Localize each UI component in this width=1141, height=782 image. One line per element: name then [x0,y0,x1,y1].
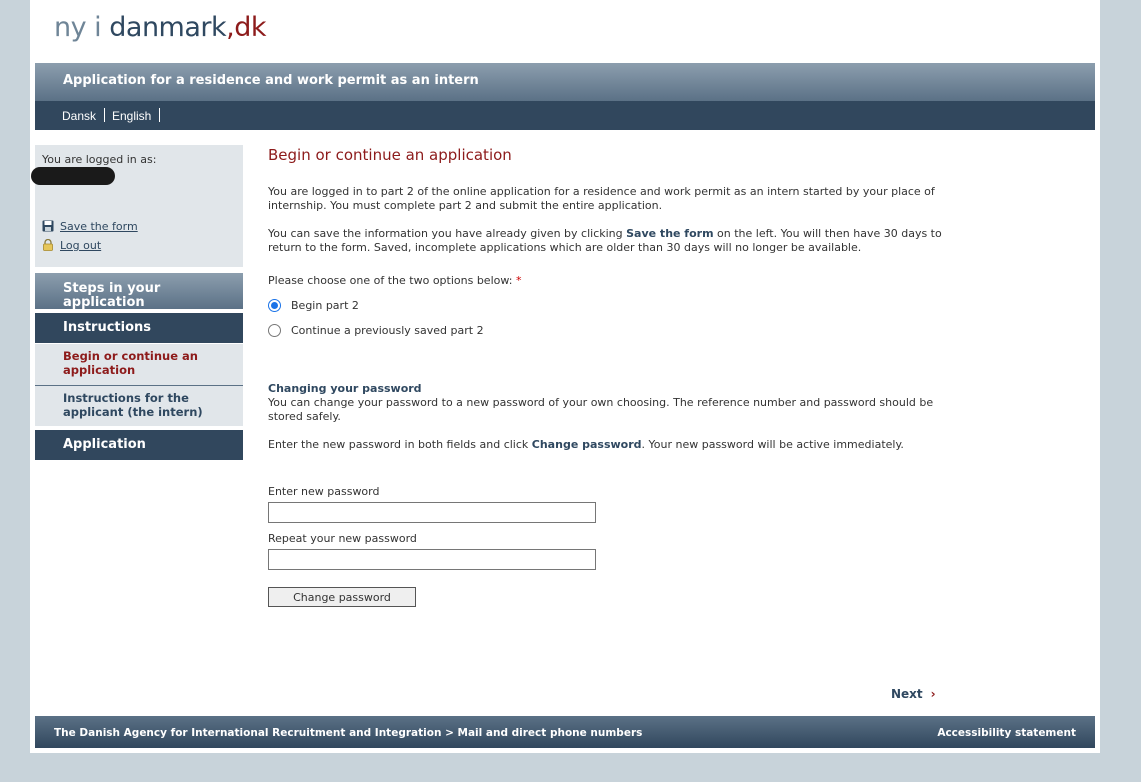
language-bar [35,101,1095,130]
save-form-link[interactable] [42,220,138,233]
option-label: Begin part 2 [291,299,359,312]
logout-link[interactable] [42,239,101,252]
password-instr-bold: Change password [531,438,642,451]
radio-button-selected[interactable] [268,299,281,312]
option-continue-saved[interactable] [268,324,484,337]
change-password-button[interactable]: Change password [268,587,416,607]
save-info-after: on the left. You will then have 30 days to return to the form. Saved, incomplete applications which are older than 30 days will no longer be available. [268,227,942,254]
repeat-password-input[interactable] [268,549,596,570]
repeat-password-label: Repeat your new password [268,532,417,545]
application-title: Application for a residence and work permit as an intern [63,73,479,88]
next-button[interactable] [891,687,936,701]
accessibility-statement-link[interactable]: Accessibility statement [937,727,1076,739]
language-link-dansk[interactable]: Dansk [62,109,97,123]
save-info-before: You can save the information you have already given by clicking [268,227,627,240]
footer-agency-link[interactable]: The Danish Agency for International Recruitment and Integration > Mail and direct phone numbers [54,727,643,739]
footer-bar [35,716,1095,748]
sidebar-subitem-instructions-applicant[interactable] [35,386,243,426]
floppy-disk-icon [42,220,54,232]
new-password-label: Enter new password [268,485,380,498]
password-instr-before: Enter the new password in both fields and click [268,438,532,451]
page-container [30,0,1100,753]
sidebar-item-application[interactable] [35,430,243,460]
language-divider [104,108,105,122]
save-form-label: Save the form [60,220,138,233]
sidebar-subitem-begin-continue[interactable] [35,344,243,386]
save-info-text [268,227,948,255]
sidebar-item-instructions[interactable] [35,313,243,343]
password-section-heading: Changing your password [268,382,422,395]
logged-in-label: You are logged in as: [42,153,157,166]
redacted-username [31,167,115,185]
site-logo[interactable] [54,12,266,43]
sidebar-item-label: Instructions [63,320,152,335]
steps-heading-bar [35,273,243,309]
choose-option-label [268,274,948,288]
password-instruction-text [268,438,948,452]
intro-text: You are logged in to part 2 of the online application for a residence and work permit as an intern started by your place of internship. You must complete part 2 and submit the entire application. [268,185,935,212]
sidebar-item-label: Application [63,437,146,452]
logo-part-3: ,dk [226,12,267,43]
logo-part-2: danmark [109,12,227,43]
choose-option-text: Please choose one of the two options below: [268,274,513,287]
save-info-bold: Save the form [626,227,714,240]
language-link-english[interactable]: English [112,109,152,123]
application-title-bar [35,63,1095,101]
password-instr-after: . Your new password will be active immediately. [641,438,904,451]
next-label: Next [891,687,923,701]
steps-heading: Steps in your application [63,281,161,310]
new-password-input[interactable] [268,502,596,523]
radio-button[interactable] [268,324,281,337]
login-info-box [35,145,243,267]
option-begin-part-2[interactable] [268,299,359,312]
logout-label: Log out [60,239,102,252]
page-title: Begin or continue an application [268,146,512,164]
language-divider [159,108,160,122]
lock-icon [42,239,54,251]
option-label: Continue a previously saved part 2 [291,324,484,337]
chevron-right-icon: › [930,687,936,701]
logo-part-1: ny i [54,12,110,43]
sidebar-subitem-label: Instructions for the applicant (the intern) [63,391,203,419]
required-marker: * [515,274,522,287]
password-info-text: You can change your password to a new password of your own choosing. The reference number and password should be stored safely. [268,396,934,423]
sidebar-subitem-label: Begin or continue an application [63,349,198,377]
